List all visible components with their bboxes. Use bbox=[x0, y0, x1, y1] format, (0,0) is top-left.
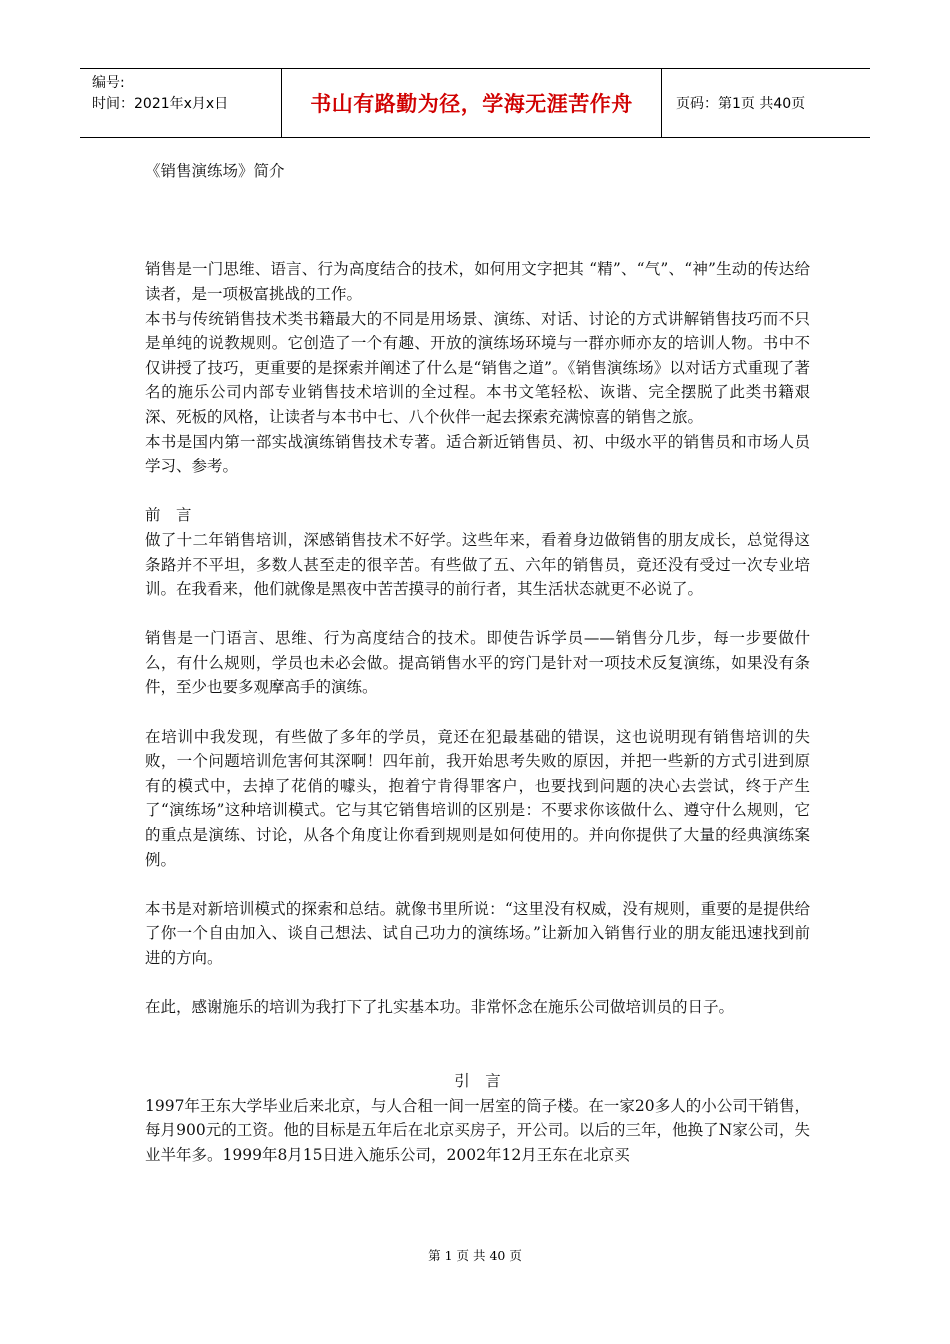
doc-title: 《销售演练场》简介 bbox=[145, 162, 285, 180]
preface-title: 前 言 bbox=[145, 506, 192, 525]
intro-paragraph: 本书是国内第一部实战演练销售技术专著。适合新近销售员、初、中级水平的销售员和市场人员学习、参考。 bbox=[145, 432, 810, 476]
preface-paragraph: 在培训中我发现，有些做了多年的学员，竟还在犯最基础的错误，这也说明现有销售培训的失败，一个问题培训危害何其深啊！四年前，我开始思考失败的原因，并把一些新的方式引进到原有的模式中，去掉了花俏的噱头，抱着宁肯得罪客户，也要找到问题的决心去尝试，终于产生了“演练场”这种培训模式。它与其它销售培训的区别是：不要求你该做什么、遵守什么规则，它的重点是演练、讨论，从各个角度让你看到规则是如何使用的。并向你提供了大量的经典演练案例。 bbox=[145, 727, 810, 869]
preface-paragraph: 做了十二年销售培训，深感销售技术不好学。这些年来，看着身边做销售的朋友成长，总觉得这条路并不平坦，多数人甚至走的很辛苦。有些做了五、六年的销售员，竟还没有受过一次专业培训。在我看来，他们就像是黑夜中苦苦摸寻的前行者，其生活状态就更不必说了。 bbox=[145, 530, 810, 599]
preface-paragraph: 本书是对新培训模式的探索和总结。就像书里所说：“这里没有权威，没有规则，重要的是提供给了你一个自由加入、谈自己想法、试自己功力的演练场。”让新加入销售行业的朋友能迅速找到前进的方向。 bbox=[145, 899, 810, 967]
intro-paragraph: 销售是一门思维、语言、行为高度结合的技术，如何用文字把其 “精”、“气”、“神”生动的传达给读者，是一项极富挑战的工作。 bbox=[145, 260, 810, 303]
preface-paragraph: 在此，感谢施乐的培训为我打下了扎实基本功。非常怀念在施乐公司做培训员的日子。 bbox=[145, 998, 735, 1017]
foreword-title: 引 言 bbox=[454, 1071, 501, 1090]
foreword-paragraph: 1997年王东大学毕业后来北京，与人合租一间一居室的筒子楼。在一家20多人的小公司干销售，每月900元的工资。他的目标是五年后在北京买房子，开公司。以后的三年，他换了N家公司，失业半年多。1999年8月15日进入施乐公司，2002年12月王东在北京买 bbox=[145, 1096, 810, 1164]
page-header bbox=[80, 68, 870, 138]
header-motto: 书山有路勤为径，学海无涯苦作舟 bbox=[282, 69, 662, 137]
page-footer: 第 1 页 共 40 页 bbox=[428, 1248, 522, 1263]
preface-paragraph: 销售是一门语言、思维、行为高度结合的技术。即使告诉学员——销售分几步，每一步要做什么，有什么规则，学员也未必会做。提高销售水平的窍门是针对一项技术反复演练，如果没有条件，至少也要多观摩高手的演练。 bbox=[145, 629, 810, 697]
doc-number-label: 编号: bbox=[92, 75, 125, 91]
header-meta bbox=[80, 69, 282, 137]
intro-paragraph: 本书与传统销售技术类书籍最大的不同是用场景、演练、对话、讨论的方式讲解销售技巧而不只是单纯的说教规则。它创造了一个有趣、开放的演练场环境与一群亦师亦友的培训人物。书中不仅讲授了技巧，更重要的是探索并阐述了什么是“销售之道”。《销售演练场》以对话方式重现了著名的施乐公司内部专业销售技术培训的全过程。本书文笔轻松、诙谐、完全摆脱了此类书籍艰深、死板的风格，让读者与本书中七、八个伙伴一起去探索充满惊喜的销售之旅。 bbox=[145, 309, 810, 426]
doc-date-label: 时间：2021年x月x日 bbox=[92, 96, 229, 112]
document-body bbox=[145, 150, 810, 1167]
header-page-code: 页码：第1页 共40页 bbox=[676, 96, 806, 112]
